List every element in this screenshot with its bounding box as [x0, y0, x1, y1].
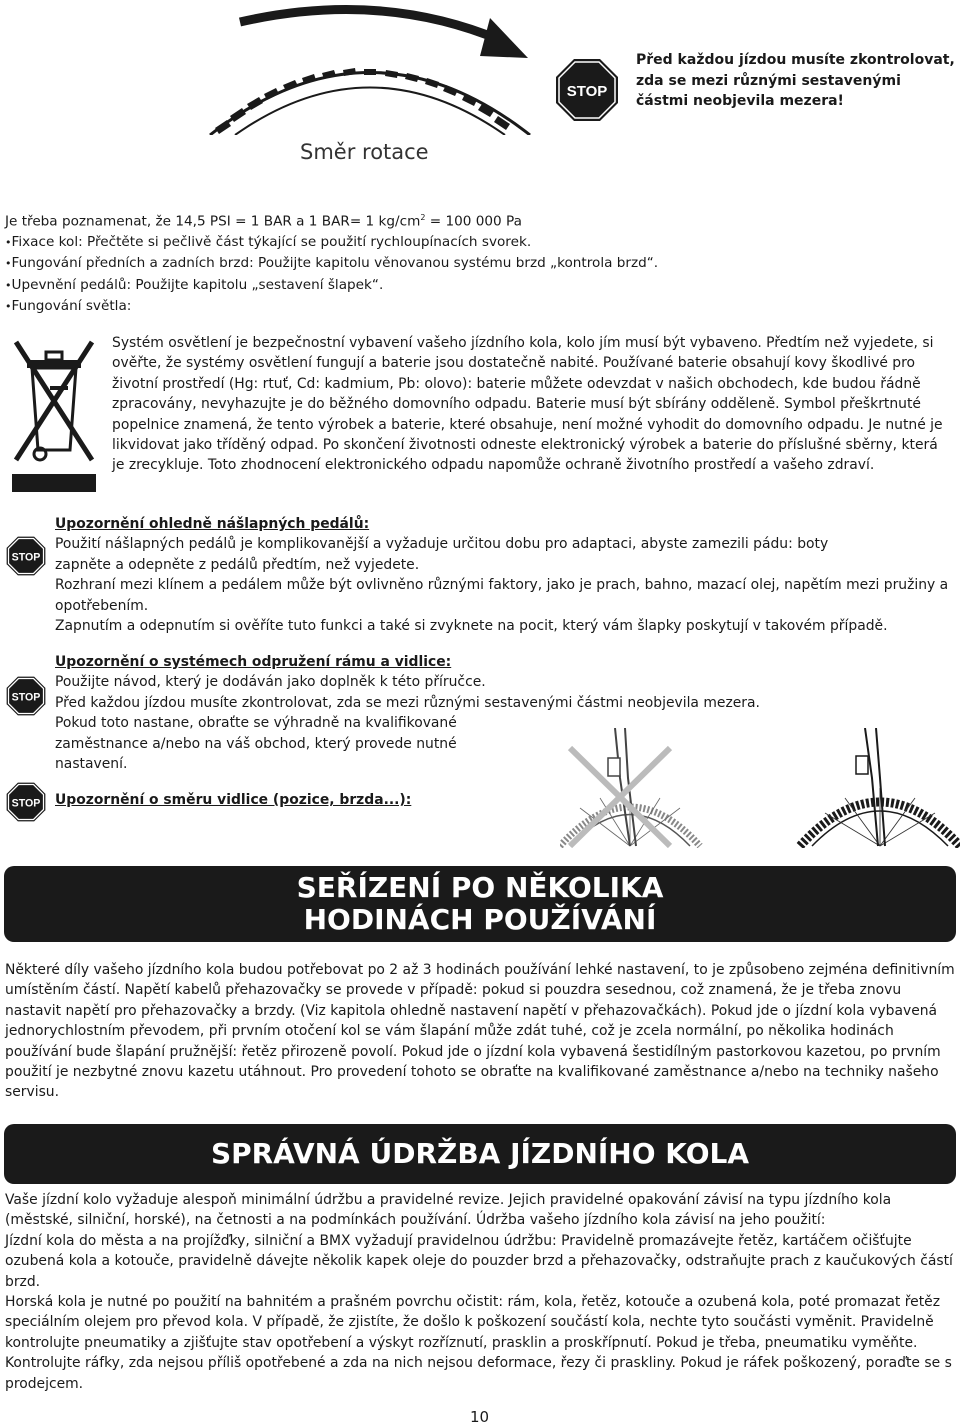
maintenance-paragraph: Jízdní kola do města a na projížďky, silniční a BMX vyžadují pravidelnou údržbu: Pravidelně promazávejte řetěz, kartáčem očišťujte ozubená kola a kotouče, pravidelně dávejte několik kapek oleje do pouzder brzd a přehazovačky, odstraňujte prach z kaučukových částí brzd. [5, 1232, 953, 1290]
rotation-direction-label: Směr rotace [300, 140, 429, 164]
adjustment-text: Některé díly vašeho jízdního kola budou potřebovat po 2 až 3 hodinách používání lehké nastavení, to je způsobeno zejména definitivním umístěním částí. Napětí kabelů přehazovačky se provede v případě: pokud si pouzdra sesednou, což znamená, že je třeba znovu nastavit napětí pro přehazovačky a brzdy. (Viz kapitola ohledně nastavení napětí v přehazovačkách). Pokud jde o jízdní kola vybavená jednorychlostním převodem, při prvním otočení kol se vám šlapání může zdát tuhé, což je zcela normální, po několika hodinách používání bude šlapání pružnější: řetěz přirozeně povolí. Pokud jde o jízdní kola vybavená šestidílným pastorkovou kazetou, po prvním použití je nezbytné znovu kazetu utáhnout. Pro provedení tohoto se obraťte na kvalifikované zaměstnance a/nebo na techniky našeho servisu. [5, 962, 955, 1101]
tire-rotation-illustration [200, 0, 540, 135]
stop-sign-icon [6, 676, 46, 716]
bullet-brakes: • Fungování předních a zadních brzd: Použijte kapitolu věnovanou systému brzd „kontrola brzd“. [5, 253, 955, 274]
suspension-line: Před každou jízdou musíte zkontrolovat, zda se mezi různými sestavenými částmi neobjevila mezera. [55, 694, 760, 711]
svg-text:STOP: STOP [566, 83, 608, 100]
intro-block [5, 208, 955, 318]
svg-text:STOP: STOP [11, 691, 41, 704]
pedals-line: Zapnutím a odepnutím si ověříte tuto funkci a také si zvyknete na pocit, který vám šlapky poskytují v takovém případě. [55, 618, 888, 635]
bullet-pedals: • Upevnění pedálů: Použijte kapitolu „sestavení šlapek“. [5, 275, 955, 296]
pressure-note: Je třeba poznamenat, že 14,5 PSI = 1 BAR a 1 BAR= 1 $kg/cm^2 = 100$ 000 Pa [5, 213, 522, 230]
pedals-line: Rozhraní mezi klínem a pedálem může být ovlivněno různými faktory, jako je prach, bahno, mazací olej, napětím mezi pružiny a opotřebením. [55, 577, 949, 614]
fork-heading: Upozornění o směru vidlice (pozice, brzda...): [55, 792, 412, 808]
bullet-lighting: • Fungování světla: [5, 296, 955, 317]
suspension-line: Použijte návod, který je dodáván jako doplněk k této příručce. [55, 674, 486, 691]
section-banner-maintenance: SPRÁVNÁ ÚDRŽBA JÍZDNÍHO KOLA [4, 1124, 956, 1184]
stop-sign-icon [6, 782, 46, 822]
banner-title-line: SEŘÍZENÍ PO NĚKOLIKA [296, 871, 664, 904]
suspension-line: Pokud toto nastane, obraťte se výhradně na kvalifikované zaměstnance a/nebo na váš obchod, který provede nutné nastavení. [55, 715, 457, 773]
svg-text:STOP: STOP [11, 551, 41, 564]
fork-direction-illustration [560, 728, 960, 848]
svg-text:STOP: STOP [11, 797, 41, 810]
maintenance-paragraph: Horská kola je nutné po použití na bahnitém a prašném povrchu očistit: rám, kola, řetěz, kotouče a ozubená kola, poté promazat řetěz speciálním olejem pro převod kola. V případě, že zjistíte, že došlo k poškození součástí kola, nechte tyto součásti vyměnit. Pravidelně kontrolujte pneumatiky a zjišťujte stav opotřebení a výskyt rozříznutí, prasklin a proskřípnutí. Pokud je třeba, pneumatiku vyměňte. Kontrolujte ráfky, zda nejsou příliš opotřebené a zda na nich nejsou deformace, řezy či praskliny. Pokud je ráfek poškozený, poraďte se s prodejcem. [5, 1294, 952, 1392]
page-number: 10 [470, 1408, 490, 1426]
suspension-heading: Upozornění o systémech odpružení rámu a vidlice: [55, 654, 452, 670]
section-banner-adjustment [4, 866, 956, 942]
stop-warning-text: Před každou jízdou musíte zkontrolovat, zda se mezi různými sestavenými částmi neobjevila mezera! [636, 52, 955, 109]
maintenance-text [5, 1190, 955, 1394]
banner-title-line: HODINÁCH POUŽÍVÁNÍ [303, 903, 657, 936]
bullet-wheel-fixing: • Fixace kol: Přečtěte si pečlivě část týkající se použití rychloupínacích svorek. [5, 232, 955, 253]
stop-sign-icon [555, 58, 619, 122]
pedals-line: Použití nášlapných pedálů je komplikovanější a vyžaduje určitou dobu pro adaptaci, abyste zamezili pádu: boty zapněte a odepněte z pedálů předtím, než vyjedete. [55, 536, 829, 573]
maintenance-paragraph: Vaše jízdní kolo vyžaduje alespoň minimální údržbu a pravidelné revize. Jejich pravidelné opakování závisí na typu jízdního kola (městské, silniční, horské), na četnosti a na podmínkách používání. Údržba vašeho jízdního kola závisí na jeho použití: [5, 1192, 892, 1229]
lighting-text: Systém osvětlení je bezpečnostní vybavení vašeho jízdního kola, kolo jím musí být vybaveno. Předtím než vyjedete, si ověřte, že systémy osvětlení fungují a baterie jsou dostatečně nabité. Používané baterie obsahují kovy škodlivé pro životní prostředí (Hg: rtuť, Cd: kadmium, Pb: olovo): baterie můžete odevzdat v našich obchodech, kde budou řádně zpracovány, nevyhazujte je do běžného domovního odpadu. Baterie musí být sbírány odděleně. Symbol přeškrtnuté popelnice znamená, že tento výrobek a baterie, které obsahuje, není možné vyhodit do domovního odpadu. Je nutné je likvidovat jako tříděný odpad. Po skončení životnosti odneste elektronický výrobek a baterie do příslušné sběrny, která je zrecykluje. Toto zhodnocení elektronického odpadu napomůže ochraně životního prostředí a vašeho zdraví. [112, 335, 943, 474]
pedals-warning [55, 514, 950, 636]
stop-sign-icon [6, 536, 46, 576]
pedals-heading: Upozornění ohledně nášlapných pedálů: [55, 516, 370, 532]
crossed-bin-icon [10, 338, 98, 494]
